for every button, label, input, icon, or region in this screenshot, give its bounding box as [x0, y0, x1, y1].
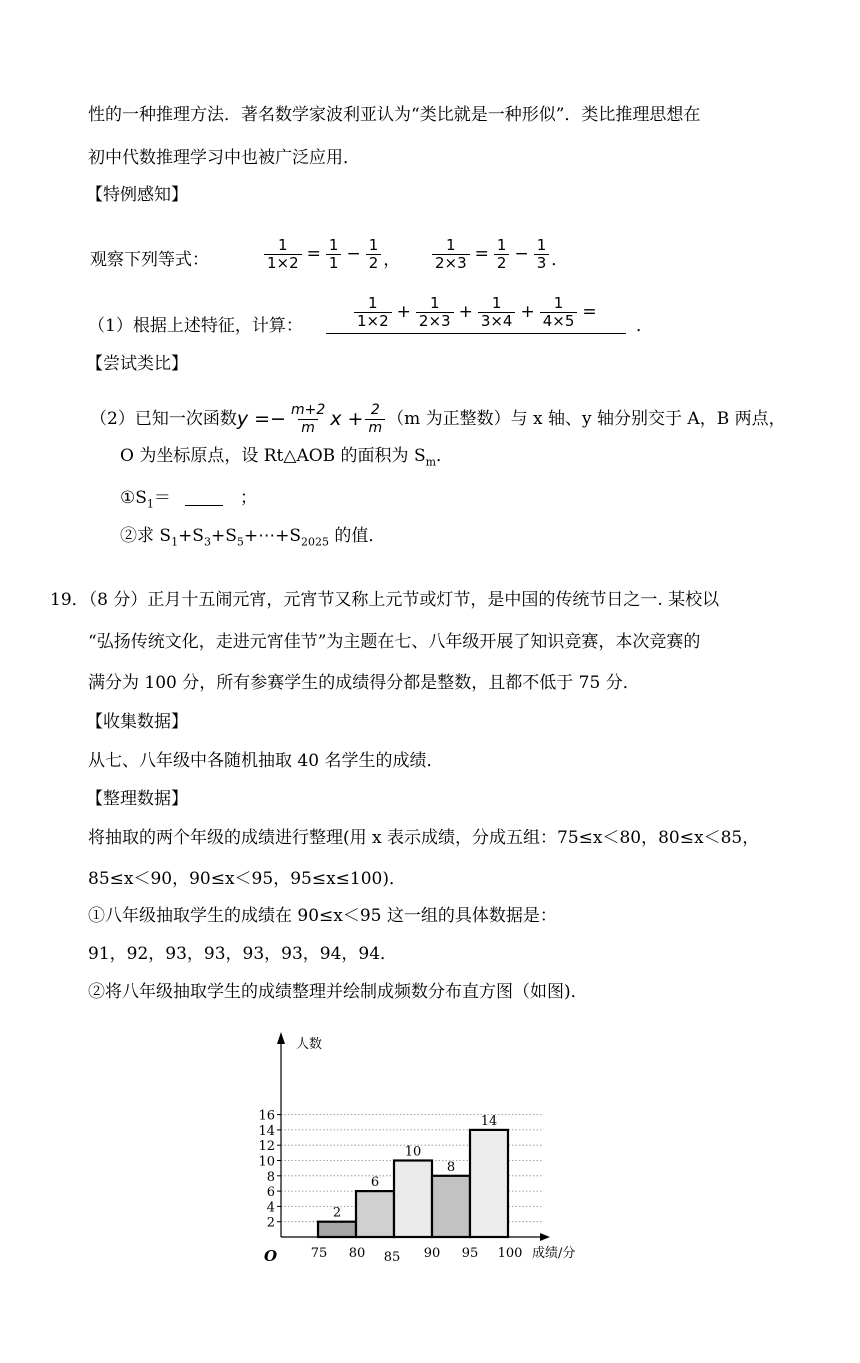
section-title-collect-data: 【收集数据】 [86, 712, 188, 732]
intro-line-1: 性的一种推理方法．著名数学家波利亚认为“类比就是一种形似”．类比推理思想在 [88, 105, 701, 125]
question-1-expression: $\frac{1}{1\times 2}$ + $\frac{1}{2\times 3}$ + $\frac{1}{3\times 4}$ + $\frac{1}{4\times 5}$ = [352, 284, 600, 340]
frequency-histogram [240, 1030, 600, 1290]
collect-data-text: 从七、八年级中各随机抽取 40 名学生的成绩． [88, 751, 444, 771]
y-tick-label-4: 4 [266, 1200, 275, 1216]
section-title-special-case: 【特例感知】 [86, 185, 188, 205]
answer-blank-s1[interactable] [185, 505, 223, 506]
organize-item-2: ②将八年级抽取学生的成绩整理并绘制成频数分布直方图（如图)． [88, 982, 588, 1002]
eq1-term-b: $\frac{1}{2}$ [366, 237, 382, 272]
bar-value-label-95-100: 14 [480, 1113, 498, 1129]
func-y-prefix: y =− [236, 408, 286, 430]
histogram-bar-85-90 [394, 1161, 432, 1238]
answer-blank-q1[interactable] [326, 333, 626, 334]
bar-value-label-75-80: 2 [332, 1205, 342, 1221]
histogram-bar-95-100 [470, 1130, 508, 1237]
observe-label: 观察下列等式： [90, 250, 209, 270]
x-axis-arrow-icon [540, 1233, 550, 1241]
origin-label: O [264, 1247, 278, 1265]
func-slope-fraction: $\frac{m+2}{m}$ [290, 401, 326, 436]
y-tick-label-6: 6 [266, 1185, 275, 1201]
question-1-label: （1）根据上述特征，计算： [88, 316, 303, 336]
question-2-line-2: O 为坐标原点，设 Rt△AOB 的面积为 $S_m$． [120, 446, 454, 469]
eq2-lhs-fraction: $\frac{1}{2\times 3}$ [432, 237, 470, 272]
section-title-organize-data: 【整理数据】 [86, 789, 188, 809]
x-tick-label-85: 85 [383, 1250, 401, 1265]
question-2-line-1: （2）已知一次函数 y =− $\frac{m+2}{m}$ x + $\frac{2}{m}$ （m 为正整数）与 x 轴、y 轴分别交于 A，B 两点， [90, 401, 786, 436]
problem-19-line-1: 19．（8 分）正月十五闹元宵，元宵节又称上元节或灯节，是中国的传统节日之一. 某校以 [50, 590, 720, 610]
x-axis-title: 成绩/分 [532, 1246, 576, 1261]
eq2-term-b: $\frac{1}{3}$ [534, 237, 550, 272]
x-tick-label-90: 90 [423, 1246, 441, 1261]
y-axis-arrow-icon [277, 1032, 285, 1044]
x-tick-label-75: 75 [310, 1246, 328, 1261]
y-tick-label-2: 2 [266, 1215, 275, 1231]
y-tick-label-10: 10 [258, 1154, 275, 1170]
organize-item-1: ①八年级抽取学生的成绩在 90≤x＜95 这一组的具体数据是： [88, 906, 557, 926]
problem-19-line-2: “弘扬传统文化，走进元宵佳节”为主题在七、八年级开展了知识竞赛，本次竞赛的 [88, 632, 701, 652]
equation-2: $\frac{1}{2\times 3}$ = $\frac{1}{2}$ − $\frac{1}{3}$ ． [430, 224, 568, 284]
eq1-lhs-fraction: $\frac{1}{1\times 2}$ [264, 237, 302, 272]
y-tick-label-14: 14 [258, 1123, 275, 1139]
question-2-part-1: $①S_1=$ [120, 488, 171, 511]
histogram-bar-90-95 [432, 1176, 470, 1237]
y-tick-label-16: 16 [258, 1108, 275, 1124]
bar-value-label-85-90: 10 [404, 1144, 422, 1160]
q1-term-4: $\frac{1}{4\times 5}$ [540, 295, 578, 330]
q1-term-2: $\frac{1}{2\times 3}$ [416, 295, 454, 330]
func-intercept-fraction: $\frac{2}{m}$ [365, 402, 385, 437]
x-tick-label-95: 95 [461, 1246, 479, 1261]
organize-line-1: 将抽取的两个年级的成绩进行整理(用 x 表示成绩，分成五组：75≤x＜80，80≤x＜85， [88, 828, 760, 848]
organize-item-1-data: 91，92，93，93，93，93，94，94． [88, 944, 398, 964]
x-tick-label-100: 100 [497, 1246, 523, 1261]
intro-line-2: 初中代数推理学习中也被广泛应用． [88, 148, 360, 168]
q1-term-3: $\frac{1}{3\times 4}$ [478, 295, 516, 330]
section-title-try-analogy: 【尝试类比】 [86, 354, 188, 374]
organize-line-2: 85≤x＜90，90≤x＜95，95≤x≤100)． [88, 869, 406, 889]
bar-value-label-90-95: 8 [446, 1159, 456, 1175]
bar-value-label-80-85: 6 [370, 1175, 380, 1191]
y-tick-label-8: 8 [266, 1169, 275, 1185]
y-tick-label-12: 12 [258, 1139, 275, 1155]
x-tick-label-80: 80 [348, 1246, 366, 1261]
q1-term-1: $\frac{1}{1\times 2}$ [354, 295, 392, 330]
eq1-term-a: $\frac{1}{1}$ [326, 237, 342, 272]
func-x-term: x + [330, 408, 364, 430]
y-axis-title: 人数 [296, 1037, 323, 1052]
histogram-bar-75-80 [318, 1222, 356, 1237]
eq2-term-a: $\frac{1}{2}$ [494, 237, 510, 272]
problem-19-line-3: 满分为 100 分，所有参赛学生的成绩得分都是整数，且都不低于 75 分． [88, 673, 640, 693]
q1-end-mark: ． [636, 316, 653, 336]
histogram-bar-80-85 [356, 1191, 394, 1237]
s1-end-mark: ； [240, 488, 257, 508]
question-2-part-2: ②求 $S_1+S_3+S_5+\cdots+S_{2025}$ 的值． [120, 526, 386, 549]
equation-1: $\frac{1}{1\times 2}$ = $\frac{1}{1}$ − $\frac{1}{2}$ ， [262, 224, 400, 284]
